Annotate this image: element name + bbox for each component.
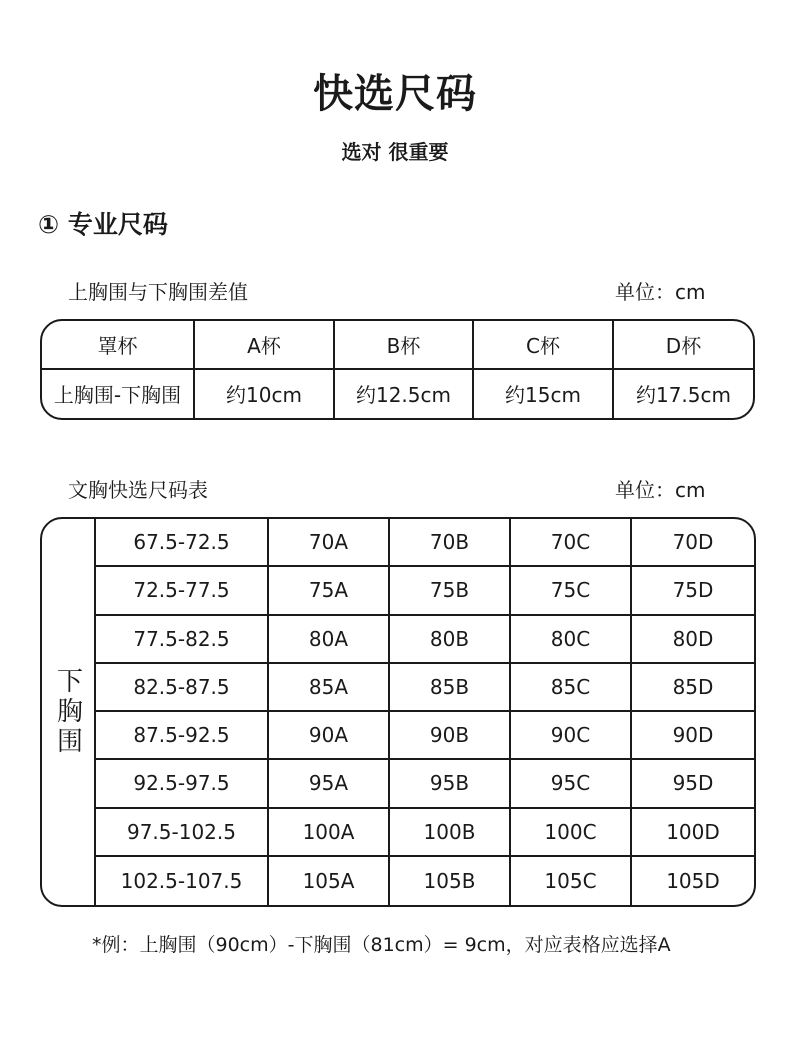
size-chart-caption: 文胸快选尺码表	[68, 478, 208, 502]
size-cell: 100A	[269, 809, 390, 857]
size-cell: 85C	[511, 664, 632, 712]
size-cell: 85D	[632, 664, 754, 712]
underbust-range-cell: 97.5-102.5	[96, 809, 269, 857]
underbust-range-cell: 82.5-87.5	[96, 664, 269, 712]
size-cell: 105B	[390, 857, 511, 905]
underbust-range-cell: 77.5-82.5	[96, 616, 269, 664]
table-header-cell: B杯	[335, 321, 474, 370]
table-header-cell: C杯	[474, 321, 614, 370]
table-cell: 约15cm	[474, 370, 614, 419]
size-cell: 90D	[632, 712, 754, 760]
section-title: ① 专业尺码	[38, 210, 168, 239]
size-cell: 75B	[390, 567, 511, 615]
table-header-cell: D杯	[614, 321, 753, 370]
underbust-range-cell: 72.5-77.5	[96, 567, 269, 615]
size-cell: 95D	[632, 760, 754, 808]
size-cell: 70A	[269, 519, 390, 567]
cup-diff-caption: 上胸围与下胸围差值	[68, 280, 248, 304]
size-cell: 105A	[269, 857, 390, 905]
size-cell: 70B	[390, 519, 511, 567]
size-cell: 100C	[511, 809, 632, 857]
size-cell: 95B	[390, 760, 511, 808]
size-cell: 90A	[269, 712, 390, 760]
size-cell: 95C	[511, 760, 632, 808]
table-cell: 约17.5cm	[635, 383, 731, 408]
underbust-range-cell: 102.5-107.5	[96, 857, 269, 905]
size-cell: 105C	[511, 857, 632, 905]
table-cell: 约10cm	[195, 370, 335, 419]
footnote: *例：上胸围（90cm）-下胸围（81cm）= 9cm，对应表格应选择A	[92, 934, 671, 956]
table-cell: 上胸围-下胸围	[42, 370, 195, 419]
size-cell: 85B	[390, 664, 511, 712]
size-cell: 80A	[269, 616, 390, 664]
size-cell: 75D	[632, 567, 754, 615]
size-cell: 85A	[269, 664, 390, 712]
cup-difference-table	[40, 319, 755, 420]
bra-size-table	[40, 517, 756, 907]
underbust-label-text: 下胸围	[52, 667, 83, 757]
size-cell: 90C	[511, 712, 632, 760]
underbust-range-cell: 67.5-72.5	[96, 519, 269, 567]
size-cell: 100B	[390, 809, 511, 857]
underbust-side-label	[42, 519, 96, 905]
size-cell: 75C	[511, 567, 632, 615]
size-cell: 90B	[390, 712, 511, 760]
size-chart-unit: 单位：cm	[615, 478, 706, 502]
table-header-cell: A杯	[195, 321, 335, 370]
size-cell: 105D	[666, 868, 720, 893]
size-cell: 70D	[632, 519, 754, 567]
page-subtitle: 选对 很重要	[341, 140, 449, 164]
size-cell: 75A	[269, 567, 390, 615]
underbust-range-cell: 87.5-92.5	[96, 712, 269, 760]
size-cell: 80B	[390, 616, 511, 664]
size-grid	[96, 519, 754, 905]
table-header-cell: 罩杯	[42, 321, 195, 370]
size-cell: 95A	[269, 760, 390, 808]
size-cell: 100D	[632, 809, 754, 857]
page-title: 快选尺码	[313, 71, 477, 117]
size-cell: 80C	[511, 616, 632, 664]
size-cell: 80D	[632, 616, 754, 664]
table-cell: 约12.5cm	[335, 370, 474, 419]
size-cell: 70C	[511, 519, 632, 567]
cup-diff-unit: 单位：cm	[615, 280, 706, 304]
underbust-range-cell: 92.5-97.5	[96, 760, 269, 808]
